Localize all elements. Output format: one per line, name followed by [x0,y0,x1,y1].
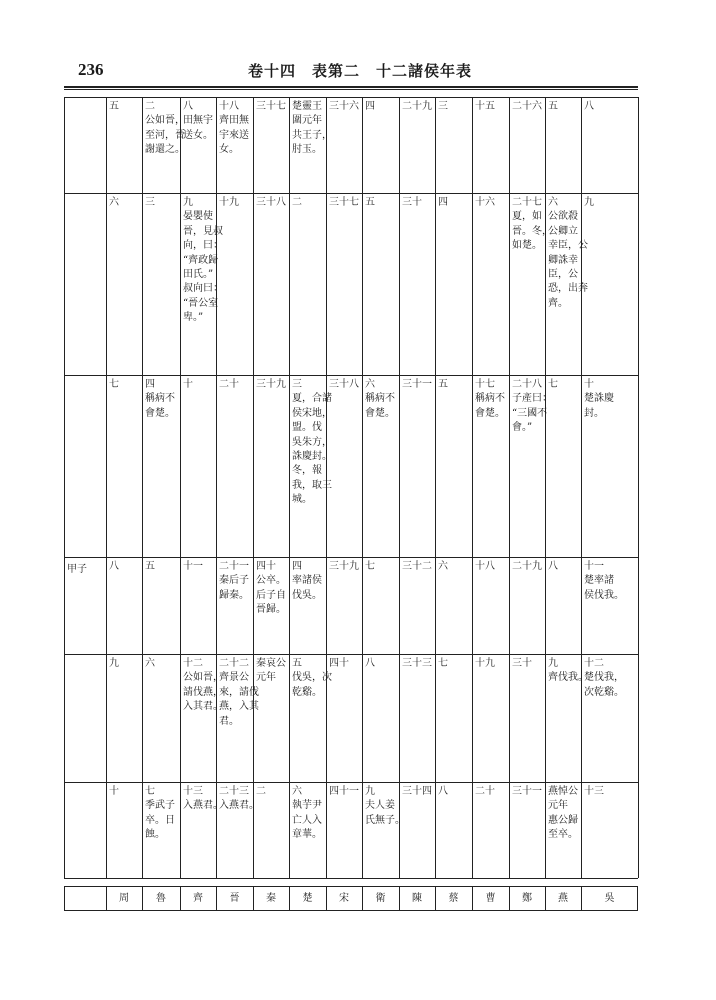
table-cell: 五 [109,101,119,112]
table-cell: 十六 [475,197,495,208]
table-cell: 三十六 [329,101,359,112]
table-cell: 三十九 [329,561,359,572]
table-cell: 七 [365,561,375,572]
table-cell: 十 楚誅慶 封。 [584,379,614,419]
table-cell: 三十一 [402,379,432,390]
table-cell: 二十三 入燕君。 [219,786,259,812]
table-cell: 三十一 [512,786,542,797]
table-cell: 二十七 夏，如 晉。冬， 如楚。 [512,197,552,252]
table-cell: 六 [109,197,119,208]
table-cell: 二十二 齊景公 來，請伐 燕，入其 君。 [219,658,259,727]
table-cell: 二十九 [512,561,542,572]
table-cell: 三 [145,197,155,208]
table-cell: 八 [365,658,375,669]
table-cell: 三十四 [402,786,432,797]
table-cell: 二十六 [512,101,542,112]
table-cell: 十 [183,379,193,390]
table-cell: 三 夏，合諸 侯宋地， 盟。伐 吳朱方， 誅慶封。 冬，報 我，取三 城。 [292,379,332,506]
table-cell: 三十 [512,658,532,669]
table-cell: 六 執芋尹 亡人入 章華。 [292,786,322,841]
table-column-rule [64,97,65,878]
state-name-label: 楚 [302,893,313,904]
header-rule [64,86,638,88]
table-cell: 二十 [219,379,239,390]
table-cell: 三十九 [256,379,286,390]
state-name-label: 蔡 [448,893,459,904]
table-cell: 二十九 [402,101,432,112]
state-name-label: 衛 [375,893,386,904]
table-cell: 四十 公卒。 后子自 晉歸。 [256,561,286,616]
table-cell: 十八 齊田無 宇來送 女。 [219,101,249,156]
state-name-label: 周 [119,893,129,904]
table-cell: 二十 [475,786,495,797]
state-name-label: 燕 [558,893,568,904]
table-cell: 三十八 [329,379,359,390]
table-cell: 十一 [183,561,203,572]
table-cell: 二 [256,786,266,797]
table-cell: 四十一 [329,786,359,797]
table-cell: 十九 [219,197,239,208]
table-cell: 三十七 [256,101,286,112]
table-cell: 四 率諸侯 伐吳。 [292,561,322,601]
year-ganzhi-label [64,654,109,657]
table-cell: 九 [584,197,594,208]
table-cell: 七 [438,658,448,669]
table-cell: 十八 [475,561,495,572]
table-cell: 九 夫人姜 氏無子。 [365,786,405,826]
table-cell: 八 [438,786,448,797]
table-cell: 十二 楚伐我， 次乾谿。 [584,658,624,698]
year-ganzhi-label: 甲子 [67,564,87,575]
table-cell: 五 伐吳，次 乾谿。 [292,658,332,698]
table-cell: 十三 [584,786,604,797]
table-cell: 十五 [475,101,495,112]
table-cell: 四 稱病不 會楚。 [145,379,175,419]
table-cell: 二 [292,197,302,208]
state-name-label: 吳 [604,893,615,904]
table-cell: 三十二 [402,561,432,572]
year-ganzhi-label [64,375,109,378]
chronology-table [64,97,638,911]
year-ganzhi-label [64,782,109,785]
year-ganzhi-label [64,97,109,100]
table-cell: 二十八 子產曰： “三國不 會。” [512,379,552,434]
state-name-label: 鄭 [522,893,532,904]
table-row-rule [64,878,638,879]
table-cell: 五 [365,197,375,208]
state-name-label: 曹 [485,893,496,904]
page-title: 卷十四 表第二 十二諸侯年表 [248,62,473,80]
state-name-label: 晉 [229,893,240,904]
table-cell: 五 [548,101,558,112]
table-cell: 十九 [475,658,495,669]
table-cell: 二十一 秦后子 歸秦。 [219,561,249,601]
table-cell: 五 [438,379,448,390]
table-cell: 秦哀公 元年 [256,658,286,684]
table-cell: 十七 稱病不 會楚。 [475,379,505,419]
table-cell: 七 季武子 卒。日 蝕。 [145,786,175,841]
table-cell: 楚靈王 圍元年 共王子， 肘玉。 [292,101,332,156]
table-cell: 七 [109,379,119,390]
table-cell: 四十 [329,658,349,669]
table-cell: 三 [438,101,448,112]
table-cell: 十二 公如晉， 請伐燕， 入其君。 [183,658,223,713]
header-rule-thin [64,89,638,90]
table-cell: 三十七 [329,197,359,208]
table-cell: 八 [109,561,119,572]
table-cell: 二 公如晉， 至河，晉 謝還之。 [145,101,185,156]
table-cell: 九 晏嬰使 晉，見叔 向，曰： “齊政歸 田氏。” 叔向曰： “晉公室 卑。” [183,197,223,324]
year-ganzhi-label [64,193,109,196]
table-cell: 四 [438,197,448,208]
table-cell: 三十八 [256,197,286,208]
state-name-label: 魯 [156,893,166,904]
table-cell: 六 公欲殺 公卿立 幸臣，公 卿誅幸 臣，公 恐，出奔 齊。 [548,197,588,309]
table-cell: 五 [145,561,155,572]
table-cell: 十 [109,786,119,797]
table-cell: 十一 楚率諸 侯伐我。 [584,561,624,601]
table-cell: 六 [438,561,448,572]
state-name-label: 齊 [193,893,203,904]
table-cell: 九 [109,658,119,669]
state-name-label: 宋 [339,893,349,904]
table-cell: 燕悼公 元年 惠公歸 至卒。 [548,786,578,841]
state-name-label: 陳 [412,893,422,904]
table-cell: 三十 [402,197,422,208]
table-cell: 十三 入燕君。 [183,786,223,812]
table-cell: 九 齊伐我。 [548,658,588,684]
page-number: 236 [78,60,104,79]
state-name-label: 秦 [266,893,276,904]
table-column-rule [638,97,639,878]
table-cell: 三十三 [402,658,432,669]
table-cell: 六 [145,658,155,669]
table-cell: 六 稱病不 會楚。 [365,379,395,419]
table-cell: 八 [584,101,594,112]
table-cell: 八 田無宇 送女。 [183,101,213,141]
table-cell: 四 [365,101,375,112]
table-cell: 七 [548,379,558,390]
table-cell: 八 [548,561,558,572]
